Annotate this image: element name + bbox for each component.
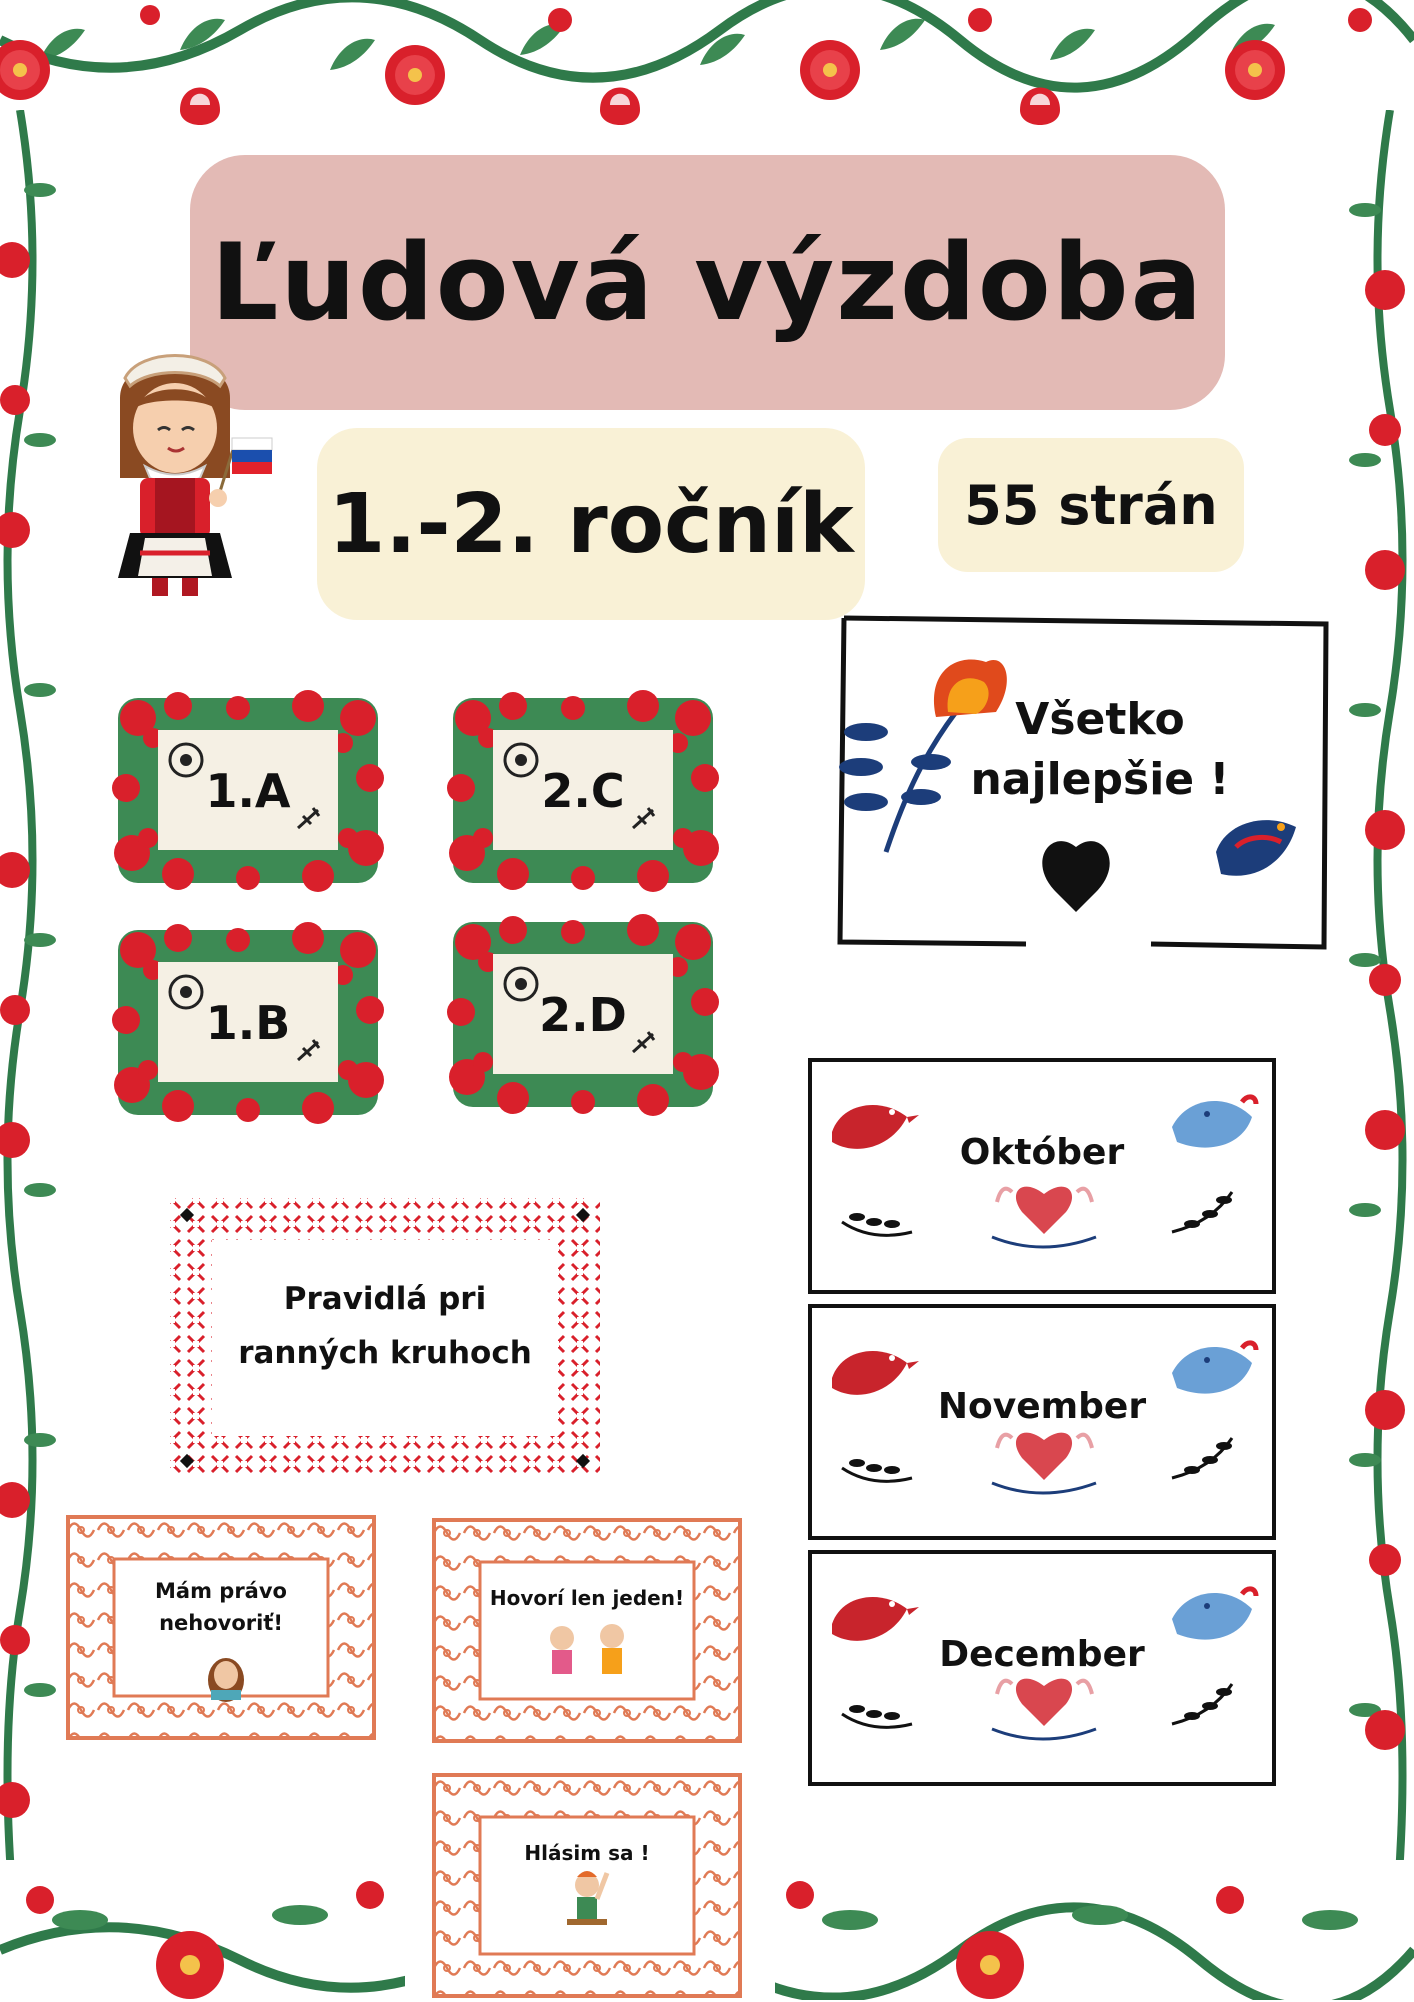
rule-card-one-speaks xyxy=(432,1518,742,1743)
class-card-1b xyxy=(108,920,388,1125)
rule-card-text: Hovorí len jeden! xyxy=(489,1586,685,1610)
pages-label: 55 strán xyxy=(964,473,1218,537)
rules-card-text xyxy=(210,1272,560,1380)
folk-birds-icon xyxy=(812,1062,1272,1290)
wish-line-1: Všetko xyxy=(1015,694,1185,745)
rule-card-right-to-silence xyxy=(66,1515,376,1740)
rules-line-1: Pravidlá pri xyxy=(283,1281,487,1317)
pages-badge xyxy=(938,438,1244,572)
floral-border-top xyxy=(0,0,1414,150)
rule-card-text xyxy=(66,1575,376,1639)
month-card-december xyxy=(808,1550,1276,1786)
class-card-1a xyxy=(108,688,388,893)
month-label: Október xyxy=(959,1132,1125,1173)
rule-line-1: Mám právo xyxy=(155,1579,287,1603)
title-banner xyxy=(190,155,1225,410)
rule-card-raise-hand xyxy=(432,1773,742,1998)
floral-border-right xyxy=(1340,110,1414,1970)
folk-girl-illustration xyxy=(100,338,285,600)
class-label: 1.A xyxy=(205,763,291,818)
month-label: November xyxy=(937,1386,1147,1427)
grade-label: 1.-2. ročník xyxy=(328,476,854,572)
rule-card-text: Hlásim sa ! xyxy=(524,1841,650,1865)
class-label: 1.B xyxy=(205,995,291,1050)
class-label: 2.C xyxy=(541,763,625,818)
class-label: 2.D xyxy=(539,987,627,1042)
month-card-november xyxy=(808,1304,1276,1540)
wish-card-text xyxy=(960,690,1240,810)
wish-line-2: najlepšie ! xyxy=(970,754,1230,805)
month-card-october xyxy=(808,1058,1276,1294)
rule-line-2: nehovoriť! xyxy=(159,1611,283,1635)
grade-badge xyxy=(317,428,865,620)
floral-border-left xyxy=(0,110,60,1970)
carved-frame-icon xyxy=(432,1518,742,1743)
month-label: December xyxy=(939,1634,1145,1675)
carved-frame-icon xyxy=(432,1773,742,1998)
rules-line-2: ranných kruhoch xyxy=(238,1335,532,1371)
class-card-2d xyxy=(443,912,723,1117)
class-card-2c xyxy=(443,688,723,893)
page-title: Ľudová výzdoba xyxy=(210,221,1205,344)
